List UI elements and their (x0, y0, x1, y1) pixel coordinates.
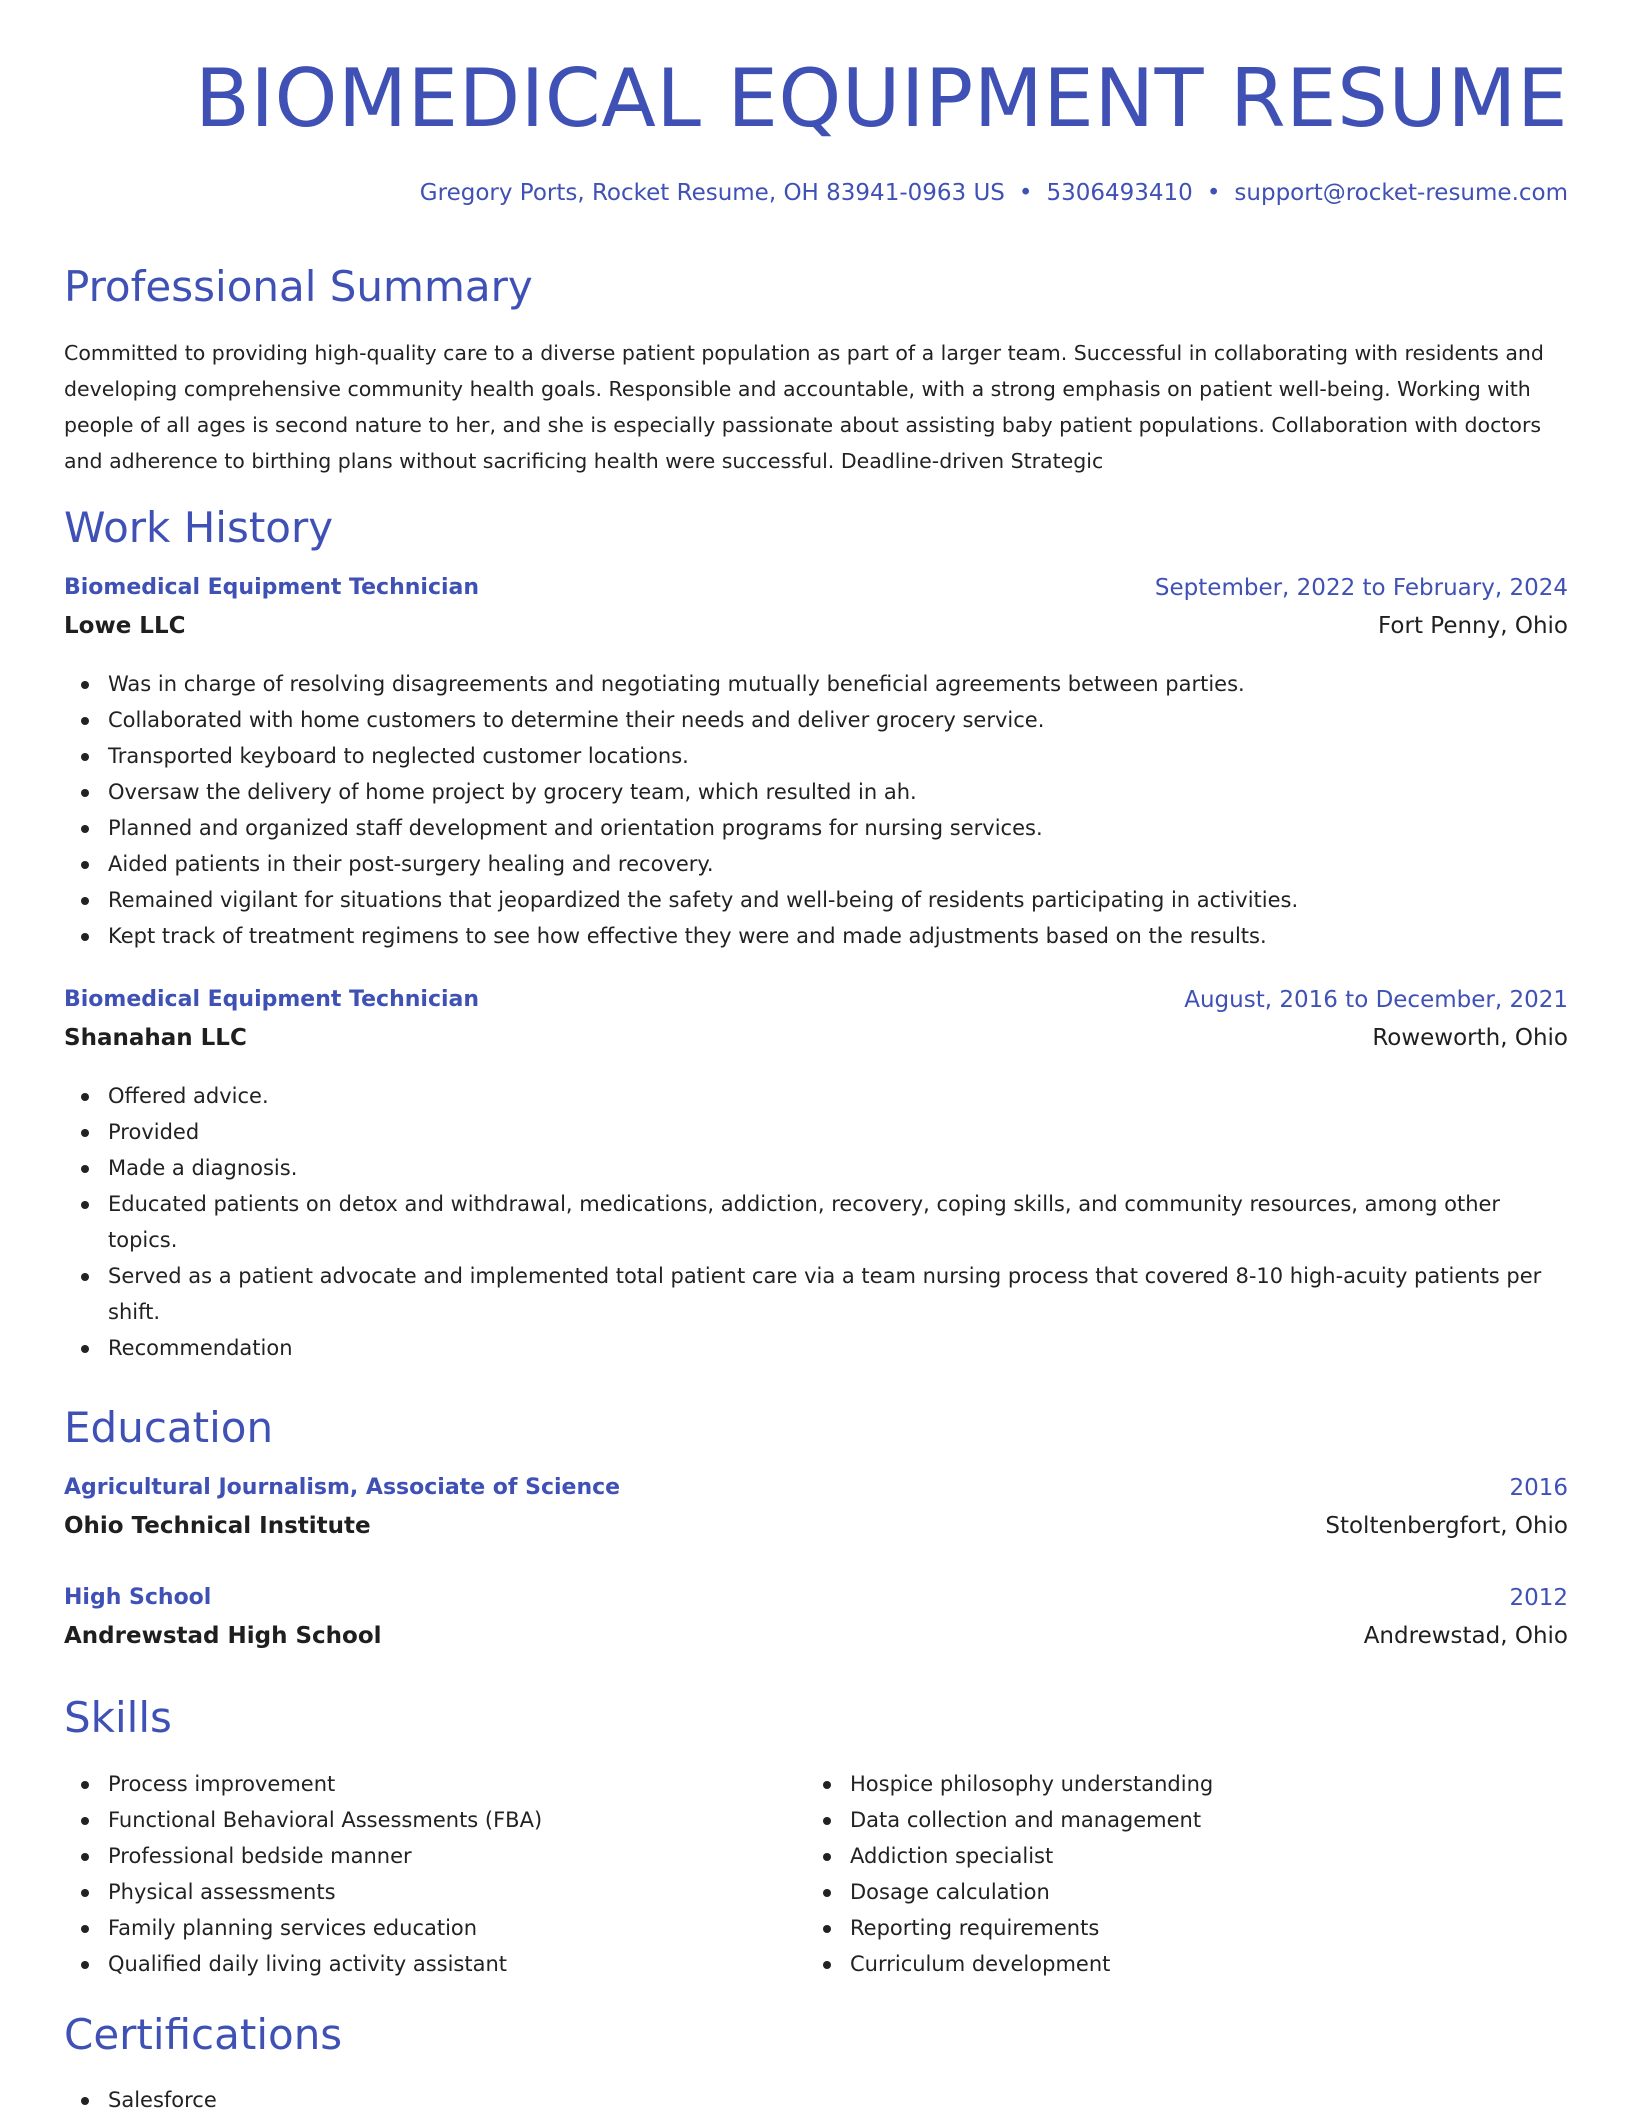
skills-list-right (806, 1766, 1506, 1982)
education-heading: Education (64, 1403, 274, 1452)
skill-item: Family planning services education (64, 1910, 764, 1946)
job-role: Biomedical Equipment Technician (64, 987, 480, 1012)
skill-item: Physical assessments (64, 1874, 764, 1910)
skill-item: Process improvement (64, 1766, 764, 1802)
job-company-row (64, 1025, 1568, 1061)
education-title-row (64, 1475, 1568, 1511)
job-bullet-list (64, 1078, 1568, 1366)
job-title-row (64, 575, 1568, 611)
skill-item: Professional bedside manner (64, 1838, 764, 1874)
education-degree: Agricultural Journalism, Associate of Science (64, 1475, 621, 1500)
skill-item: Reporting requirements (806, 1910, 1506, 1946)
job-location: Roweworth, Ohio (1372, 1025, 1568, 1051)
job-bullet: Was in charge of resolving disagreements and negotiating mutually beneficial agreements between parties. (64, 666, 1568, 702)
contact-email: support@rocket-resume.com (1234, 180, 1568, 206)
job-bullet: Educated patients on detox and withdrawal, medications, addiction, recovery, coping skills, and community resources, among other topics. (64, 1186, 1568, 1258)
skill-item: Curriculum development (806, 1946, 1506, 1982)
skill-item: Qualified daily living activity assistant (64, 1946, 764, 1982)
job-company: Lowe LLC (64, 613, 186, 639)
job-bullet: Made a diagnosis. (64, 1150, 1568, 1186)
job-company-row (64, 613, 1568, 649)
skill-item: Data collection and management (806, 1802, 1506, 1838)
contact-address: Gregory Ports, Rocket Resume, OH 83941-0963 US (419, 180, 1005, 206)
job-bullet: Transported keyboard to neglected customer locations. (64, 738, 1568, 774)
certification-item: Salesforce (64, 2082, 1568, 2118)
job-bullet: Aided patients in their post-surgery healing and recovery. (64, 846, 1568, 882)
job-location: Fort Penny, Ohio (1378, 613, 1568, 639)
contact-separator: • (1018, 180, 1033, 206)
job-bullet: Oversaw the delivery of home project by grocery team, which resulted in ah. (64, 774, 1568, 810)
work-history-heading: Work History (64, 503, 334, 552)
education-location: Stoltenbergfort, Ohio (1325, 1513, 1568, 1539)
job-role: Biomedical Equipment Technician (64, 575, 480, 600)
skills-heading: Skills (64, 1693, 172, 1742)
job-bullet: Offered advice. (64, 1078, 1568, 1114)
skill-item: Functional Behavioral Assessments (FBA) (64, 1802, 764, 1838)
job-bullet-list (64, 666, 1568, 954)
education-year: 2016 (1509, 1475, 1568, 1501)
summary-text: Committed to providing high-quality care to a diverse patient population as part of a larger team. Successful in collaborating with residents and developing comprehensive community health goals. Responsible and accountable, with a strong emphasis on patient well-being. Working with people of all ages is second nature to her, and she is especially passionate about assisting baby patient populations. Collaboration with doctors and adherence to birthing plans without sacrificing health were successful. Deadline-driven Strategic (64, 341, 1544, 473)
job-bullet: Remained vigilant for situations that jeopardized the safety and well-being of residents participating in activities. (64, 882, 1568, 918)
certifications-list (64, 2082, 1568, 2118)
contact-line (420, 180, 1568, 206)
skill-item: Hospice philosophy understanding (806, 1766, 1506, 1802)
job-bullet: Collaborated with home customers to determine their needs and deliver grocery service. (64, 702, 1568, 738)
certifications-heading: Certifications (64, 2010, 343, 2059)
education-location: Andrewstad, Ohio (1363, 1623, 1568, 1649)
summary-heading: Professional Summary (64, 262, 533, 311)
education-degree: High School (64, 1585, 212, 1610)
job-bullet: Provided (64, 1114, 1568, 1150)
job-bullet: Recommendation (64, 1330, 1568, 1366)
job-company: Shanahan LLC (64, 1025, 247, 1051)
job-bullet: Kept track of treatment regimens to see how effective they were and made adjustments based on the results. (64, 918, 1568, 954)
education-year: 2012 (1509, 1585, 1568, 1611)
job-bullet: Planned and organized staff development and orientation programs for nursing services. (64, 810, 1568, 846)
education-school-row (64, 1623, 1568, 1659)
skill-item: Addiction specialist (806, 1838, 1506, 1874)
job-dates: August, 2016 to December, 2021 (1184, 987, 1568, 1013)
education-school-row (64, 1513, 1568, 1549)
education-school: Ohio Technical Institute (64, 1513, 371, 1539)
resume-title: BIOMEDICAL EQUIPMENT RESUME (195, 52, 1568, 145)
education-title-row (64, 1585, 1568, 1621)
job-bullet: Served as a patient advocate and implemented total patient care via a team nursing process that covered 8-10 high-acuity patients per shift. (64, 1258, 1568, 1330)
skills-list-left (64, 1766, 764, 1982)
job-dates: September, 2022 to February, 2024 (1154, 575, 1568, 601)
skill-item: Dosage calculation (806, 1874, 1506, 1910)
contact-separator: • (1206, 180, 1221, 206)
contact-phone: 5306493410 (1046, 180, 1193, 206)
education-school: Andrewstad High School (64, 1623, 382, 1649)
job-title-row (64, 987, 1568, 1023)
